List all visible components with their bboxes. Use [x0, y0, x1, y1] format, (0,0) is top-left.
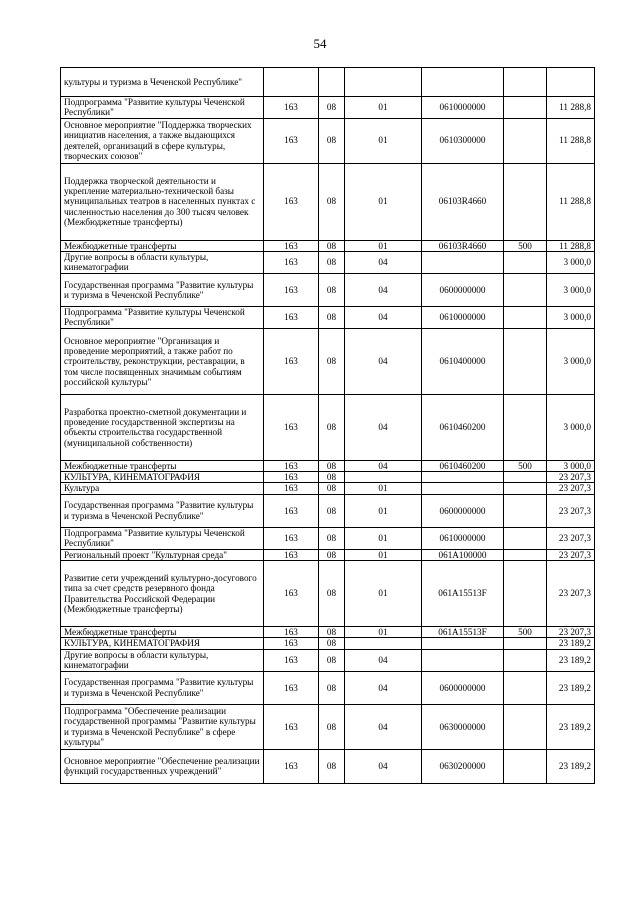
cell-amount: 23 189,2 — [547, 638, 595, 649]
cell-amount: 11 288,8 — [547, 118, 595, 163]
cell-name: Государственная программа "Развитие культуры и туризма в Чеченской Республике" — [61, 671, 264, 704]
cell-target-article: 061A100000 — [422, 549, 504, 560]
table-row — [61, 494, 595, 527]
cell-expense-type — [504, 472, 547, 483]
cell-name: Основное мероприятие "Поддержка творческих инициатив населения, а также выдающихся деятелей, организаций в сфере культуры, творческих союзов" — [61, 118, 264, 163]
cell-ministry-code: 163 — [264, 671, 319, 704]
cell-target-article — [422, 649, 504, 671]
cell-section-code: 08 — [319, 328, 345, 394]
cell-name: Культура — [61, 483, 264, 494]
cell-subsection-code: 04 — [345, 306, 422, 328]
cell-amount: 3 000,0 — [547, 328, 595, 394]
table-row — [61, 749, 595, 783]
cell-subsection-code: 04 — [345, 251, 422, 273]
cell-subsection-code: 01 — [345, 549, 422, 560]
cell-target-article: 06103R4660 — [422, 240, 504, 251]
cell-expense-type — [504, 649, 547, 671]
cell-name: Другие вопросы в области культуры, кинематографии — [61, 649, 264, 671]
cell-ministry-code: 163 — [264, 549, 319, 560]
cell-name: Разработка проектно-сметной документации и проведение государственной экспертизы на объекты строительства государственной (муниципальной собственности) — [61, 394, 264, 460]
cell-target-article: 0600000000 — [422, 273, 504, 306]
cell-ministry-code: 163 — [264, 163, 319, 240]
cell-subsection-code: 04 — [345, 704, 422, 749]
cell-subsection-code: 01 — [345, 527, 422, 549]
cell-amount: 11 288,8 — [547, 240, 595, 251]
cell-ministry-code: 163 — [264, 394, 319, 460]
cell-subsection-code: 01 — [345, 163, 422, 240]
cell-section-code: 08 — [319, 394, 345, 460]
cell-ministry-code: 163 — [264, 118, 319, 163]
cell-expense-type — [504, 483, 547, 494]
table-row — [61, 68, 595, 97]
table-row — [61, 460, 595, 471]
table-row — [61, 627, 595, 638]
cell-section-code: 08 — [319, 671, 345, 704]
cell-name: Поддержка творческой деятельности и укрепление материально-технической базы муниципальных театров в населенных пунктах с численностью населения до 300 тысяч человек (Межбюджетные трансферты) — [61, 163, 264, 240]
cell-subsection-code: 01 — [345, 97, 422, 119]
cell-ministry-code: 163 — [264, 306, 319, 328]
cell-name: культуры и туризма в Чеченской Республике" — [61, 68, 264, 97]
cell-expense-type — [504, 68, 547, 97]
cell-ministry-code: 163 — [264, 638, 319, 649]
cell-ministry-code: 163 — [264, 240, 319, 251]
table-row — [61, 240, 595, 251]
cell-target-article — [422, 251, 504, 273]
cell-amount: 3 000,0 — [547, 394, 595, 460]
page-number: 54 — [313, 36, 327, 51]
cell-section-code: 08 — [319, 163, 345, 240]
cell-subsection-code: 01 — [345, 483, 422, 494]
cell-section-code: 08 — [319, 494, 345, 527]
cell-target-article: 0610300000 — [422, 118, 504, 163]
cell-expense-type — [504, 163, 547, 240]
cell-ministry-code: 163 — [264, 328, 319, 394]
cell-target-article: 0630000000 — [422, 704, 504, 749]
cell-amount: 3 000,0 — [547, 251, 595, 273]
cell-target-article: 0610000000 — [422, 97, 504, 119]
cell-ministry-code: 163 — [264, 561, 319, 627]
cell-amount: 11 288,8 — [547, 163, 595, 240]
cell-name: Региональный проект "Культурная среда" — [61, 549, 264, 560]
budget-table-body — [61, 68, 595, 784]
cell-section-code: 08 — [319, 306, 345, 328]
cell-expense-type — [504, 494, 547, 527]
cell-name: Межбюджетные трансферты — [61, 627, 264, 638]
table-row — [61, 638, 595, 649]
cell-section-code: 08 — [319, 561, 345, 627]
cell-target-article: 061A15513F — [422, 561, 504, 627]
cell-subsection-code: 01 — [345, 494, 422, 527]
cell-subsection-code — [345, 68, 422, 97]
cell-target-article — [422, 638, 504, 649]
cell-target-article: 061A15513F — [422, 627, 504, 638]
cell-ministry-code — [264, 68, 319, 97]
cell-ministry-code: 163 — [264, 627, 319, 638]
cell-subsection-code: 04 — [345, 273, 422, 306]
cell-expense-type — [504, 273, 547, 306]
table-row — [61, 97, 595, 119]
table-row — [61, 306, 595, 328]
table-row — [61, 483, 595, 494]
cell-name: Подпрограмма "Развитие культуры Чеченской Республики" — [61, 97, 264, 119]
cell-name: Государственная программа "Развитие культуры и туризма в Чеченской Республике" — [61, 494, 264, 527]
cell-expense-type — [504, 561, 547, 627]
cell-name: Межбюджетные трансферты — [61, 460, 264, 471]
cell-target-article: 0610460200 — [422, 394, 504, 460]
cell-subsection-code: 04 — [345, 328, 422, 394]
cell-expense-type: 500 — [504, 460, 547, 471]
cell-name: Подпрограмма "Обеспечение реализации государственной программы "Развитие культуры и туризма в Чеченской Республике" в сфере культуры" — [61, 704, 264, 749]
cell-name: Основное мероприятие "Обеспечение реализации функций государственных учреждений" — [61, 749, 264, 783]
table-row — [61, 527, 595, 549]
cell-subsection-code: 04 — [345, 649, 422, 671]
cell-section-code: 08 — [319, 704, 345, 749]
cell-expense-type — [504, 671, 547, 704]
cell-amount: 23 207,3 — [547, 549, 595, 560]
cell-amount: 23 189,2 — [547, 704, 595, 749]
cell-subsection-code: 04 — [345, 671, 422, 704]
cell-subsection-code: 04 — [345, 749, 422, 783]
cell-expense-type — [504, 97, 547, 119]
cell-amount: 23 207,3 — [547, 627, 595, 638]
cell-section-code: 08 — [319, 549, 345, 560]
cell-amount: 3 000,0 — [547, 460, 595, 471]
cell-target-article — [422, 68, 504, 97]
cell-target-article: 0610000000 — [422, 306, 504, 328]
cell-section-code: 08 — [319, 472, 345, 483]
cell-expense-type — [504, 394, 547, 460]
cell-expense-type — [504, 328, 547, 394]
cell-name: Подпрограмма "Развитие культуры Чеченской Республики" — [61, 527, 264, 549]
table-row — [61, 251, 595, 273]
cell-ministry-code: 163 — [264, 273, 319, 306]
cell-section-code: 08 — [319, 118, 345, 163]
cell-subsection-code: 01 — [345, 240, 422, 251]
table-row — [61, 394, 595, 460]
cell-section-code: 08 — [319, 97, 345, 119]
cell-name: Основное мероприятие "Организация и проведение мероприятий, а также работ по строительству, реконструкции, реставрации, в том числе посвященных значимым событиям российской культуры" — [61, 328, 264, 394]
cell-ministry-code: 163 — [264, 649, 319, 671]
cell-ministry-code: 163 — [264, 460, 319, 471]
table-row — [61, 163, 595, 240]
cell-target-article: 0600000000 — [422, 494, 504, 527]
cell-amount: 3 000,0 — [547, 306, 595, 328]
cell-section-code: 08 — [319, 627, 345, 638]
cell-ministry-code: 163 — [264, 494, 319, 527]
cell-subsection-code — [345, 638, 422, 649]
cell-ministry-code: 163 — [264, 704, 319, 749]
cell-name: КУЛЬТУРА, КИНЕМАТОГРАФИЯ — [61, 638, 264, 649]
cell-name: Другие вопросы в области культуры, кинематографии — [61, 251, 264, 273]
table-row — [61, 561, 595, 627]
cell-subsection-code: 01 — [345, 561, 422, 627]
table-row — [61, 118, 595, 163]
table-row — [61, 649, 595, 671]
budget-table — [60, 67, 595, 784]
cell-amount: 23 207,3 — [547, 561, 595, 627]
cell-amount: 23 207,3 — [547, 494, 595, 527]
cell-section-code: 08 — [319, 483, 345, 494]
cell-name: Государственная программа "Развитие культуры и туризма в Чеченской Республике" — [61, 273, 264, 306]
cell-expense-type — [504, 306, 547, 328]
cell-section-code: 08 — [319, 240, 345, 251]
cell-section-code — [319, 68, 345, 97]
cell-name: Подпрограмма "Развитие культуры Чеченской Республики" — [61, 306, 264, 328]
cell-expense-type — [504, 638, 547, 649]
cell-amount: 3 000,0 — [547, 273, 595, 306]
cell-section-code: 08 — [319, 638, 345, 649]
table-row — [61, 273, 595, 306]
cell-subsection-code: 04 — [345, 460, 422, 471]
cell-section-code: 08 — [319, 649, 345, 671]
cell-section-code: 08 — [319, 273, 345, 306]
cell-ministry-code: 163 — [264, 97, 319, 119]
table-row — [61, 328, 595, 394]
cell-target-article: 0610000000 — [422, 527, 504, 549]
cell-name: Развитие сети учреждений культурно-досугового типа за счет средств резервного фонда Правительства Российской Федерации (Межбюджетные трансферты) — [61, 561, 264, 627]
cell-section-code: 08 — [319, 251, 345, 273]
cell-expense-type — [504, 749, 547, 783]
cell-amount — [547, 68, 595, 97]
cell-target-article: 0600000000 — [422, 671, 504, 704]
cell-ministry-code: 163 — [264, 749, 319, 783]
cell-amount: 23 207,3 — [547, 472, 595, 483]
cell-target-article: 0610460200 — [422, 460, 504, 471]
cell-section-code: 08 — [319, 527, 345, 549]
table-row — [61, 671, 595, 704]
cell-expense-type: 500 — [504, 627, 547, 638]
cell-amount: 23 207,3 — [547, 483, 595, 494]
table-row — [61, 549, 595, 560]
cell-subsection-code: 01 — [345, 118, 422, 163]
cell-ministry-code: 163 — [264, 251, 319, 273]
cell-target-article — [422, 472, 504, 483]
cell-subsection-code — [345, 472, 422, 483]
cell-amount: 23 189,2 — [547, 749, 595, 783]
cell-subsection-code: 01 — [345, 627, 422, 638]
cell-target-article: 06103R4660 — [422, 163, 504, 240]
cell-target-article: 0630200000 — [422, 749, 504, 783]
cell-amount: 23 189,2 — [547, 649, 595, 671]
cell-amount: 23 207,3 — [547, 527, 595, 549]
cell-expense-type — [504, 704, 547, 749]
cell-expense-type — [504, 527, 547, 549]
table-row — [61, 704, 595, 749]
cell-target-article: 0610400000 — [422, 328, 504, 394]
cell-ministry-code: 163 — [264, 472, 319, 483]
cell-ministry-code: 163 — [264, 527, 319, 549]
cell-section-code: 08 — [319, 749, 345, 783]
cell-target-article — [422, 483, 504, 494]
cell-name: КУЛЬТУРА, КИНЕМАТОГРАФИЯ — [61, 472, 264, 483]
cell-name: Межбюджетные трансферты — [61, 240, 264, 251]
cell-section-code: 08 — [319, 460, 345, 471]
cell-subsection-code: 04 — [345, 394, 422, 460]
cell-amount: 23 189,2 — [547, 671, 595, 704]
cell-expense-type: 500 — [504, 240, 547, 251]
cell-amount: 11 288,8 — [547, 97, 595, 119]
cell-ministry-code: 163 — [264, 483, 319, 494]
cell-expense-type — [504, 549, 547, 560]
cell-expense-type — [504, 251, 547, 273]
table-row — [61, 472, 595, 483]
cell-expense-type — [504, 118, 547, 163]
